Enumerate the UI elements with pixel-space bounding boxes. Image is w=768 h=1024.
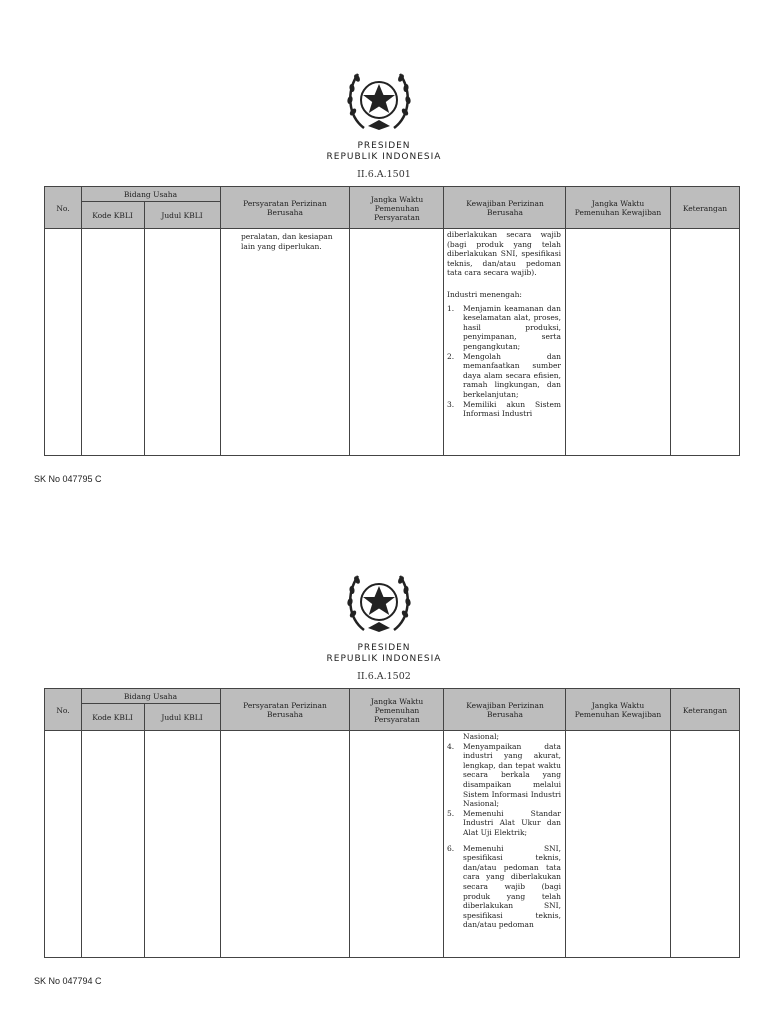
page-code: II.6.A.1502 <box>357 671 411 682</box>
col-jangka-waktu-persyaratan: Jangka Waktu Pemenuhan Persyaratan <box>370 194 424 222</box>
kewajiban-continued: Nasional; <box>463 732 500 741</box>
persyaratan-text: peralatan, dan kesiapan lain yang diperlukan. <box>241 232 333 251</box>
requirements-table <box>44 688 740 958</box>
col-no: No. <box>56 203 70 213</box>
col-kode-kbli: Kode KBLI <box>92 210 133 220</box>
list-item: 6. Memenuhi SNI, spesifikasi teknis, dan/atau pedoman tata cara yang diberlakukan secara wajib (bagi produk yang telah diberlakukan SNI, spesifikasi teknis, dan/atau pedoman <box>447 843 561 930</box>
kewajiban-list <box>447 742 561 930</box>
list-item: 1. Menjamin keamanan dan keselamatan alat, proses, hasil produksi, penyimpanan, serta pengangkutan; <box>447 303 561 351</box>
col-no: No. <box>56 705 70 715</box>
col-keterangan: Keterangan <box>682 705 728 715</box>
requirements-table <box>44 186 740 456</box>
footer-sk-number: SK No 047794 C <box>34 976 102 986</box>
col-judul-kbli: Judul KBLI <box>161 712 203 722</box>
col-bidang-usaha: Bidang Usaha <box>123 189 178 199</box>
col-jangka-waktu-persyaratan: Jangka Waktu Pemenuhan Persyaratan <box>370 696 424 724</box>
col-jangka-waktu-kewajiban: Jangka Waktu Pemenuhan Kewajiban <box>574 199 662 217</box>
col-kewajiban: Kewajiban Perizinan Berusaha <box>466 199 544 217</box>
col-kode-kbli: Kode KBLI <box>92 712 133 722</box>
list-item: 2. Mengolah dan memanfaatkan sumber daya alam secara efisien, ramah lingkungan, dan berkelanjutan; <box>447 351 561 399</box>
header-presiden: PRESIDEN <box>357 643 411 653</box>
header-republik: REPUBLIK INDONESIA <box>326 654 442 664</box>
col-kewajiban: Kewajiban Perizinan Berusaha <box>466 701 544 719</box>
kewajiban-cell <box>447 230 561 419</box>
kewajiban-subheading: Industri menengah: <box>447 289 522 299</box>
list-item: 4. Menyampaikan data industri yang akurat, lengkap, dan tepat waktu secara berkala yang disampaikan melalui Sistem Informasi Industri Nasional; <box>447 741 561 809</box>
kewajiban-cell <box>447 732 561 930</box>
col-jangka-waktu-kewajiban: Jangka Waktu Pemenuhan Kewajiban <box>574 701 662 719</box>
garuda-emblem-icon <box>344 62 414 134</box>
col-persyaratan: Persyaratan Perizinan Berusaha <box>243 199 327 217</box>
footer-sk-number: SK No 047795 C <box>34 474 102 484</box>
list-item: 5. Memenuhi Standar Industri Alat Ukur dan Alat Uji Elektrik; <box>447 808 561 837</box>
document-page-2 <box>0 502 768 1014</box>
col-keterangan: Keterangan <box>682 203 728 213</box>
page-code: II.6.A.1501 <box>357 169 411 180</box>
col-persyaratan: Persyaratan Perizinan Berusaha <box>243 701 327 719</box>
header-presiden: PRESIDEN <box>357 141 411 151</box>
garuda-emblem-icon <box>344 564 414 636</box>
kewajiban-list <box>447 304 561 419</box>
list-item: 3. Memiliki akun Sistem Informasi Industri <box>447 399 561 419</box>
header-republik: REPUBLIK INDONESIA <box>326 152 442 162</box>
kewajiban-intro: diberlakukan secara wajib (bagi produk yang telah diberlakukan SNI, spesifikasi teknis, dan/atau pedoman tata cara secara wajib). <box>447 230 561 278</box>
col-bidang-usaha: Bidang Usaha <box>123 691 178 701</box>
col-judul-kbli: Judul KBLI <box>161 210 203 220</box>
